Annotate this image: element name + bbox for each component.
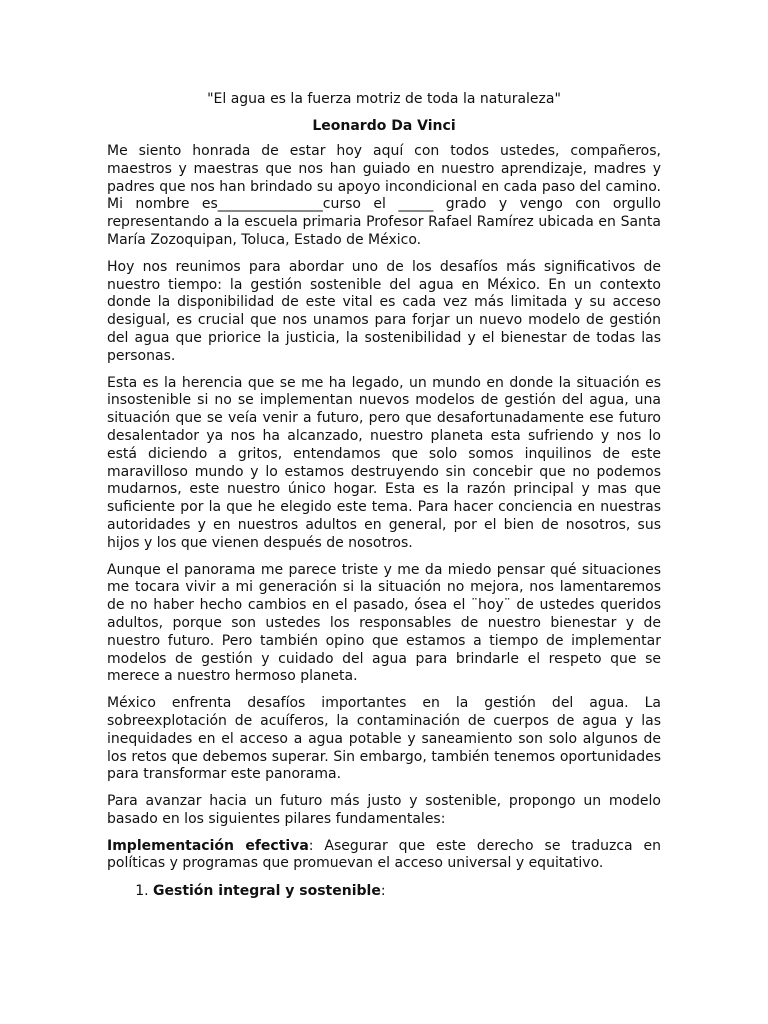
- paragraph-topic: Hoy nos reunimos para abordar uno de los desafíos más significativos de nuestro tiempo: la gestión sostenible del agua en México. En un contexto donde la disponibilidad de este vital es cada vez más limitada y su acceso desigual, es crucial que nos unamos para forjar un nuevo modelo de gestión del agua que priorice la justicia, la sostenibilidad y el bienestar de todas las personas.: [107, 258, 661, 364]
- list-item-title: Gestión integral y sostenible: [153, 883, 381, 900]
- pillars-list: [107, 882, 661, 900]
- paragraph-intro: Me siento honrada de estar hoy aquí con todos ustedes, compañeros, maestros y maestras que nos han guiado en nuestro aprendizaje, madres y padres que nos han brindado su apoyo incondicional en cada paso del camino. Mi nombre es_______________curso el _____ grado y vengo con orgullo representando a la escuela primaria Profesor Rafael Ramírez ubicada en Santa María Zozoquipan, Toluca, Estado de México.: [107, 143, 661, 248]
- paragraph-heritage: Esta es la herencia que se me ha legado, un mundo en donde la situación es insostenible si no se implementan nuevos modelos de gestión del agua, una situación que se veía venir a futuro, pero que desafortunadamente ese futuro desalentador ya nos ha alcanzado, nuestro planeta esta sufriendo y nos lo está diciendo a gritos, entendamos que solo somos inquilinos de este maravilloso mundo y lo estamos destruyendo sin concebir que no podemos mudarnos, este nuestro único hogar. Esta es la razón principal y mas que suficiente por la que he elegido este tema. Para hacer conciencia en nuestras autoridades y en nuestros adultos en general, por el bien de nosotros, sus hijos y los que vienen después de nosotros.: [107, 374, 661, 551]
- paragraph-challenges: México enfrenta desafíos importantes en la gestión del agua. La sobreexplotación de acuíferos, la contaminación de cuerpos de agua y las inequidades en el acceso a agua potable y saneamiento son solo algunos de los retos que debemos superar. Sin embargo, también tenemos oportunidades para transformar este panorama.: [107, 695, 661, 783]
- pillar-text: : Asegurar que este derecho se traduzca en políticas y programas que promuevan el acceso universal y equitativo.: [107, 837, 661, 872]
- pillar-title: Implementación efectiva: [107, 837, 309, 854]
- paragraph-proposal: Para avanzar hacia un futuro más justo y sostenible, propongo un modelo basado en los siguientes pilares fundamentales:: [107, 793, 661, 827]
- pillar-paragraph: [107, 838, 661, 874]
- list-item-suffix: :: [380, 883, 386, 900]
- epigraph-quote: "El agua es la fuerza motriz de toda la naturaleza": [207, 91, 561, 107]
- epigraph-author: Leonardo Da Vinci: [312, 118, 456, 134]
- paragraph-outlook: Aunque el panorama me parece triste y me da miedo pensar qué situaciones me tocara vivir a mi generación si la situación no mejora, nos lamentaremos de no haber hecho cambios en el pasado, ósea el ¨hoy¨ de ustedes queridos adultos, porque son ustedes los responsables de nuestro bienestar y de nuestro futuro. Pero también opino que estamos a tiempo de implementar modelos de gestión y cuidado del agua para brindarle el respeto que se merece a nuestro hermoso planeta.: [107, 561, 661, 685]
- list-item: [153, 882, 661, 900]
